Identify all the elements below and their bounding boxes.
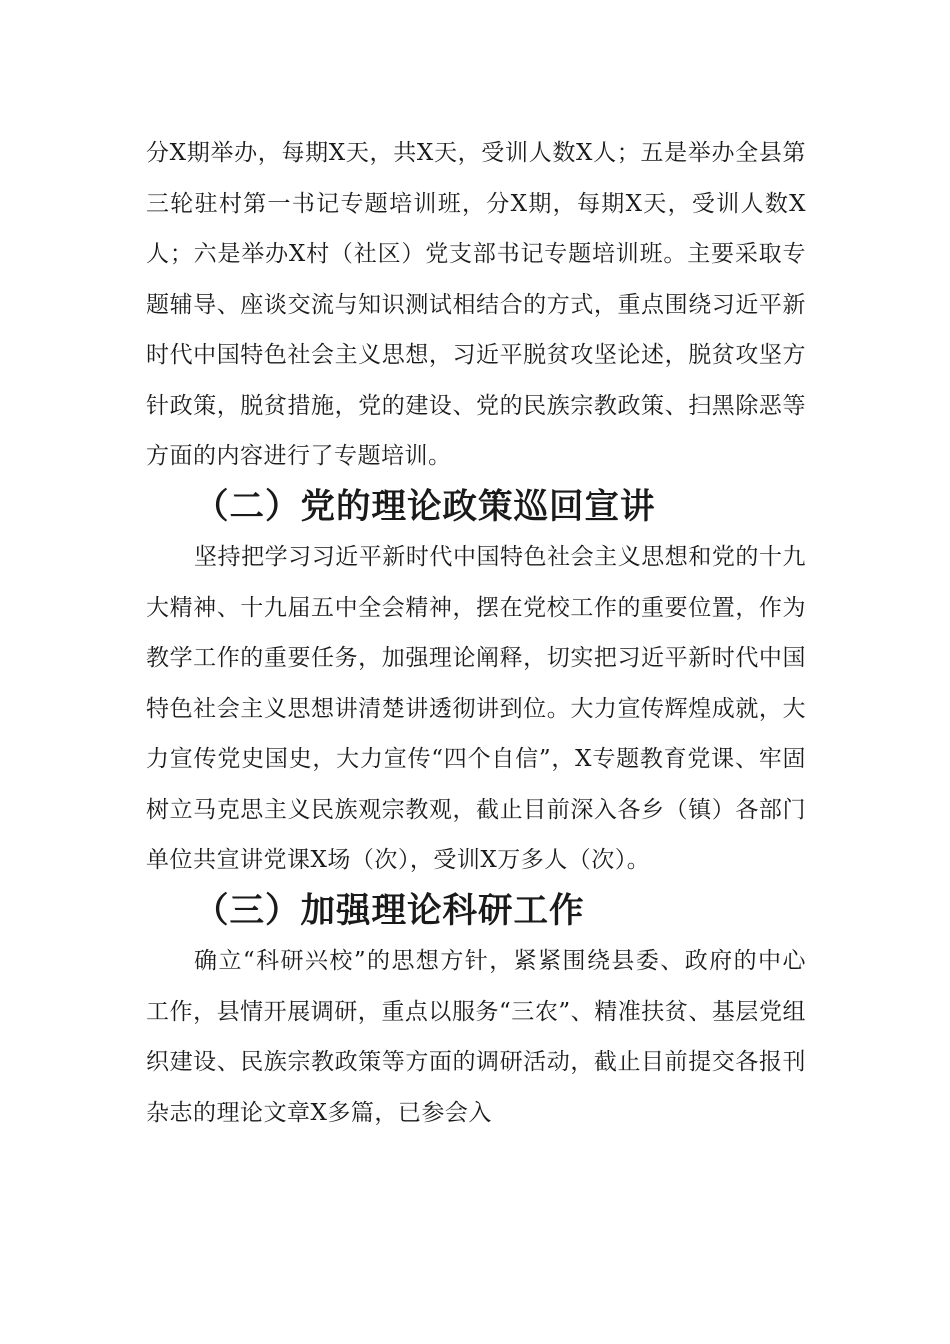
paragraph-research: 确立“科研兴校”的思想方针，紧紧围绕县委、政府的中心工作，县情开展调研，重点以服务“三农”、精准扶贫、基层党组织建设、民族宗教政策等方面的调研活动，截止目前提交各报刊杂志的理论文章X多篇，已参会入 bbox=[146, 948, 806, 1126]
section-heading-research: （三）加强理论科研工作 bbox=[194, 890, 585, 931]
paragraph-lecture-tour: 坚持把学习习近平新时代中国特色社会主义思想和党的十九大精神、十九届五中全会精神，摆在党校工作的重要位置，作为教学工作的重要任务，加强理论阐释，切实把习近平新时代中国特色社会主义思想讲清楚讲透彻讲到位。大力宣传辉煌成就，大力宣传党史国史，大力宣传“四个自信”，X专题教育党课、牢固树立马克思主义民族观宗教观，截止目前深入各乡（镇）各部门单位共宣讲党课X场（次），受训X万多人（次）。 bbox=[146, 544, 806, 873]
section-heading-lecture-tour: （二）党的理论政策巡回宣讲 bbox=[194, 486, 656, 527]
paragraph-training: 分X期举办，每期X天，共X天，受训人数X人；五是举办全县第三轮驻村第一书记专题培训班，分X期，每期X天，受训人数X人；六是举办X村（社区）党支部书记专题培训班。主要采取专题辅导、座谈交流与知识测试相结合的方式，重点围绕习近平新时代中国特色社会主义思想，习近平脱贫攻坚论述，脱贫攻坚方针政策，脱贫措施，党的建设、党的民族宗教政策、扫黑除恶等方面的内容进行了专题培训。 bbox=[146, 140, 806, 469]
document-body bbox=[146, 128, 806, 1138]
